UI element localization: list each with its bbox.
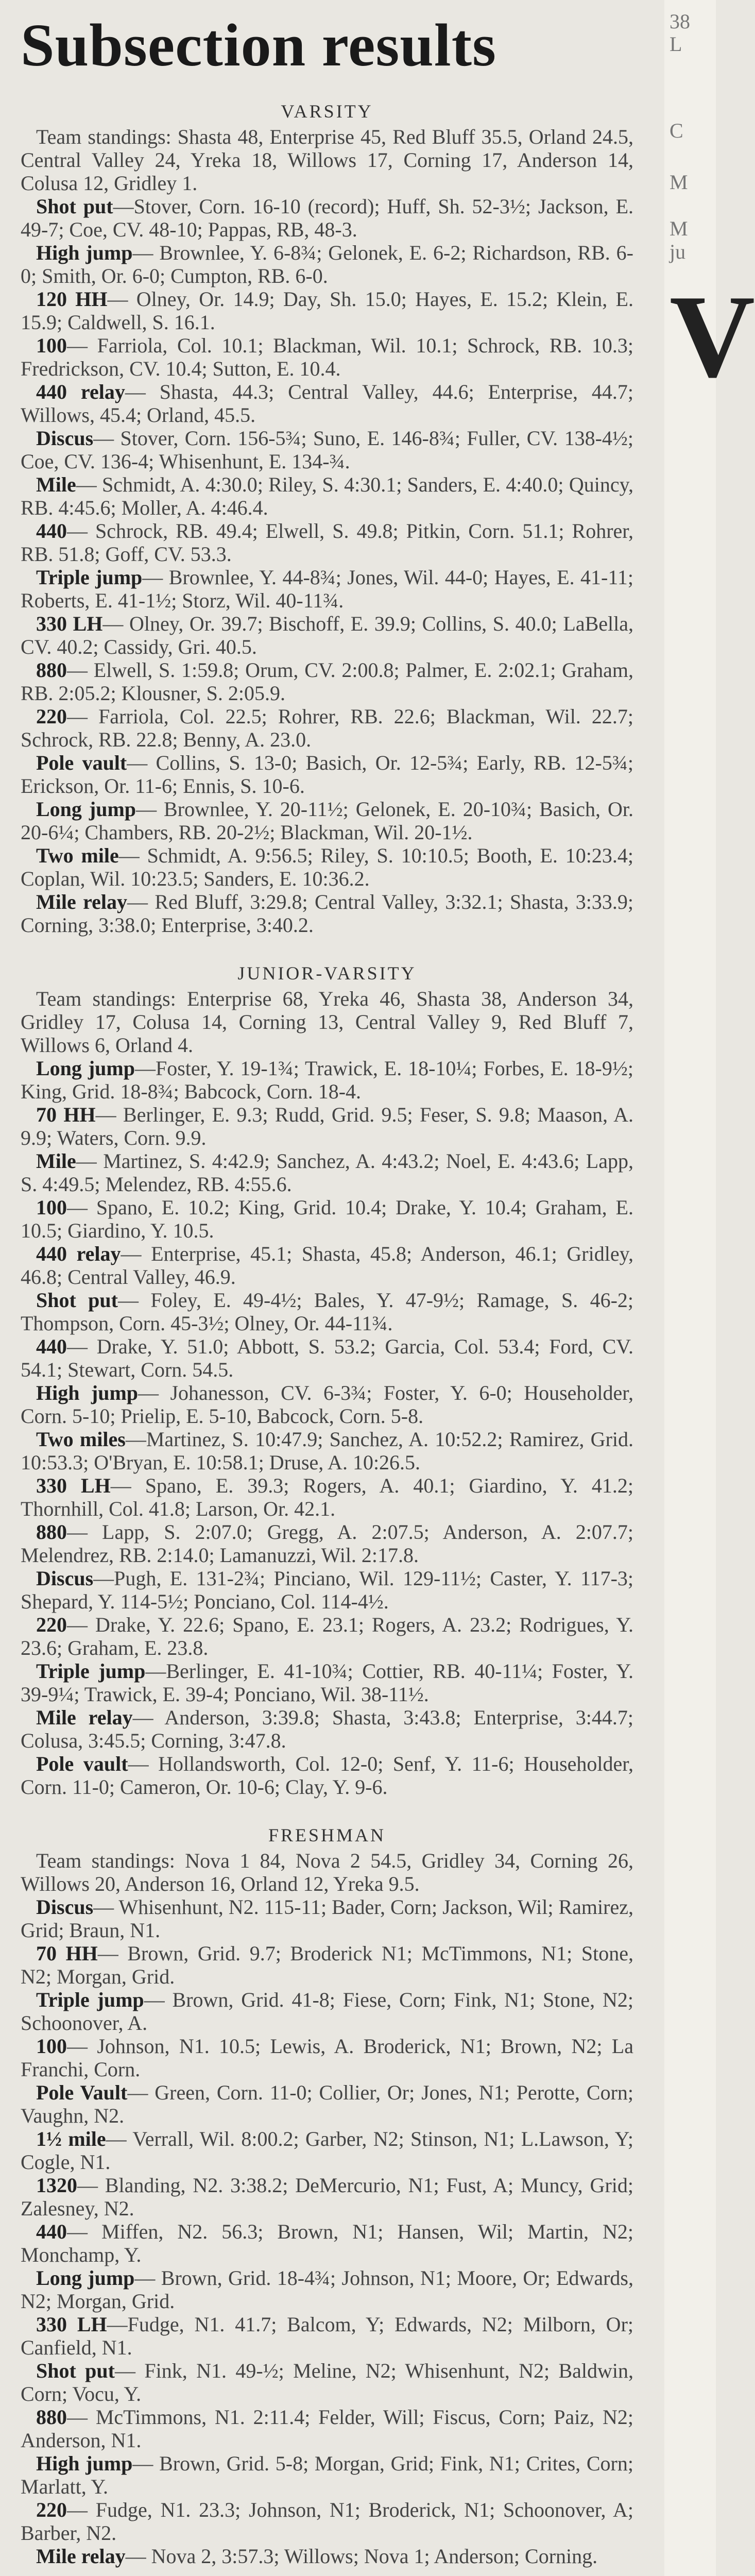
event-name: Mile relay [36,1706,133,1729]
result-text: — Brown, Grid. 41-8; Fiese, Corn; Fink, N1; Stone, N2; Schoonover, A. [21,1988,633,2035]
result-text: — Spano, E. 10.2; King, Grid. 10.4; Drake, Y. 10.4; Graham, E. 10.5; Giardino, Y. 10.5. [21,1196,633,1242]
event-result [21,1149,633,1196]
event-result [21,2127,633,2174]
event-name: Mile [36,473,76,496]
event-result [21,612,633,658]
event-result [21,1057,633,1103]
result-text: — Red Bluff, 3:29.8; Central Valley, 3:32.1; Shasta, 3:33.9; Corning, 3:38.0; Enterprise, 3:40.2. [21,890,634,937]
result-text: — Stover, Corn. 156-5¾; Suno, E. 146-8¾; Fuller, CV. 138-4½; Coe, CV. 136-4; Whisenhunt, E. 134-¾. [21,427,633,473]
event-result [21,844,633,890]
result-text: — Spano, E. 39.3; Rogers, A. 40.1; Giardino, Y. 41.2; Thornhill, Col. 41.8; Larson, Or. 42.1. [21,1474,633,1520]
event-name: Pole vault [36,751,127,774]
event-name: Mile [36,1149,76,1173]
result-text: — Brown, Grid. 9.7; Broderick N1; McTimmons, N1; Stone, N2; Morgan, Grid. [21,1942,633,1988]
result-text: — Collins, S. 13-0; Basich, Or. 12-5¾; Early, RB. 12-5¾; Erickson, Or. 11-6; Ennis, S. 10-6. [21,751,633,798]
result-text: — Elwell, S. 1:59.8; Orum, CV. 2:00.8; Palmer, E. 2:02.1; Graham, RB. 2:05.2; Klousner, S. 2:05.9. [21,658,633,705]
event-name: Long jump [36,1057,135,1080]
result-text: —Stover, Corn. 16-10 (record); Huff, Sh. 52-3½; Jackson, E. 49-7; Coe, CV. 48-10; Pappas, RB, 48-3. [21,195,634,241]
event-name: 880 [36,658,67,682]
result-text: — Drake, Y. 22.6; Spano, E. 23.1; Rogers, A. 23.2; Rodrigues, Y. 23.6; Graham, E. 23.8. [21,1613,633,1659]
result-text: — Olney, Or. 14.9; Day, Sh. 15.0; Hayes, E. 15.2; Klein, E. 15.9; Caldwell, S. 16.1. [21,287,633,334]
result-text: —Foster, Y. 19-1¾; Trawick, E. 18-10¼; Forbes, E. 18-9½; King, Grid. 18-8¾; Babcock, Corn. 18-4. [21,1057,633,1103]
event-name: Shot put [36,2359,115,2382]
result-text: — Olney, Or. 39.7; Bischoff, E. 39.9; Collins, S. 40.0; LaBella, CV. 40.2; Cassidy, Gri. 40.5. [21,612,633,658]
edge-fragment: M [670,217,688,240]
result-text: — Berlinger, E. 9.3; Rudd, Grid. 9.5; Feser, S. 9.8; Maason, A. 9.9; Waters, Corn. 9.9. [21,1103,633,1149]
event-result [21,658,633,705]
edge-fragment: M [670,171,688,194]
event-result [21,2081,633,2127]
event-result [21,798,633,844]
result-text: — Johnson, N1. 10.5; Lewis, A. Broderick, N1; Brown, N2; La Franchi, Corn. [21,2035,633,2081]
event-name: High jump [36,241,133,264]
event-result [21,1895,633,1942]
event-result [21,2359,633,2405]
event-result [21,705,633,751]
result-text: — Johanesson, CV. 6-3¾; Foster, Y. 6-0; Householder, Corn. 5-10; Prielip, E. 5-10, Babcock, Corn. 5-8. [21,1381,634,1428]
event-name: Discus [36,1567,94,1590]
event-result [21,2452,633,2498]
event-name: Shot put [36,1289,118,1312]
result-text: — Green, Corn. 11-0; Collier, Or; Jones, N1; Perotte, Corn; Vaughn, N2. [21,2081,633,2127]
event-name: 1½ mile [36,2127,106,2150]
event-name: 120 HH [36,287,108,311]
event-result [21,1242,633,1289]
team-standings [21,987,633,1057]
result-text: — Blanding, N2. 3:38.2; DeMercurio, N1; Fust, A; Muncy, Grid; Zalesney, N2. [21,2174,633,2220]
result-text: — Schrock, RB. 49.4; Elwell, S. 49.8; Pitkin, Corn. 51.1; Rohrer, RB. 51.8; Goff, CV. 53.3. [21,519,633,566]
event-name: 880 [36,2405,67,2429]
result-text: Team standings: Nova 1 84, Nova 2 54.5, Gridley 34, Corning 26, Willows 20, Anderson 16, Orland 12, Yreka 9.5. [21,1849,633,1895]
event-name: Triple jump [36,1988,144,2011]
event-name: 330 LH [36,1474,111,1497]
section-title: FRESHMAN [268,1825,386,1845]
event-result [21,1103,633,1149]
event-result [21,1381,633,1428]
event-name: 100 [36,334,67,357]
event-result [21,1567,633,1613]
edge-fragment-large-letter: V [670,270,755,402]
event-name: Discus [36,1895,94,1919]
event-name: 440 relay [36,1242,121,1265]
event-result [21,195,633,241]
event-name: Triple jump [36,1659,146,1683]
result-text: Team standings: Enterprise 68, Yreka 46, Shasta 38, Anderson 34, Gridley 17, Colusa 14, Corning 13, Central Valley 9, Red Bluff 7, Willows 6, Orland 4. [21,987,633,1057]
result-text: — Enterprise, 45.1; Shasta, 45.8; Anderson, 46.1; Gridley, 46.8; Central Valley, 46.9. [21,1242,633,1289]
result-text: — Brown, Grid. 18-4¾; Johnson, N1; Moore, Or; Edwards, N2; Morgan, Grid. [21,2266,633,2313]
event-result [21,2313,633,2359]
event-name: High jump [36,2452,133,2475]
event-name: 440 [36,519,67,543]
event-name: 220 [36,2498,67,2521]
result-text: Team standings: Shasta 48, Enterprise 45, Red Bluff 35.5, Orland 24.5, Central Valley 24, Yreka 18, Willows 17, Corning 17, Anderson 14, Colusa 12, Gridley 1. [21,125,633,195]
event-name: 70 HH [36,1942,98,1965]
event-result [21,1942,633,1988]
result-text: — Nova 2, 3:57.3; Willows; Nova 1; Anderson; Corning. [125,2545,598,2568]
result-text: — Miffen, N2. 56.3; Brown, N1; Hansen, Wil; Martin, N2; Monchamp, Y. [21,2220,633,2266]
event-name: Pole vault [36,1752,128,1775]
event-result [21,1289,633,1335]
result-text: — Brown, Grid. 5-8; Morgan, Grid; Fink, N1; Crites, Corn; Marlatt, Y. [21,2452,633,2498]
event-result [21,334,633,380]
result-text: — Brownlee, Y. 20-11½; Gelonek, E. 20-10¾; Basich, Or. 20-6¼; Chambers, RB. 20-2½; Blackman, Wil. 20-1½. [21,798,633,844]
result-text: — McTimmons, N1. 2:11.4; Felder, Will; Fiscus, Corn; Paiz, N2; Anderson, N1. [21,2405,633,2452]
event-result [21,2220,633,2266]
event-result [21,2174,633,2220]
event-result [21,427,633,473]
event-name: 70 HH [36,1103,96,1126]
section-gap [21,937,633,957]
event-result [21,1752,633,1799]
result-text: —Fudge, N1. 41.7; Balcom, Y; Edwards, N2; Milborn, Or; Canfield, N1. [21,2313,634,2359]
edge-fragment: L [670,32,682,56]
result-text: —Martinez, S. 10:47.9; Sanchez, A. 10:52.2; Ramirez, Grid. 10:53.3; O'Bryan, E. 10:58.1; Druse, A. 10:26.5. [21,1428,634,1474]
event-result [21,380,633,427]
event-result [21,473,633,519]
edge-fragment: ju [670,240,686,263]
event-result [21,2266,633,2313]
result-text: — Brownlee, Y. 6-8¾; Gelonek, E. 6-2; Richardson, RB. 6-0; Smith, Or. 6-0; Cumpton, RB. 6-0. [21,241,634,287]
result-text: —Berlinger, E. 41-10¾; Cottier, RB. 40-11¼; Foster, Y. 39-9¼; Trawick, E. 39-4; Ponciano, Wil. 38-11½. [21,1659,633,1706]
edge-fragment: C [670,119,683,142]
headline: Subsection results [21,11,496,79]
event-name: Mile relay [36,890,128,913]
result-text: — Drake, Y. 51.0; Abbott, S. 53.2; Garcia, Col. 53.4; Ford, CV. 54.1; Stewart, Corn. 54.5. [21,1335,633,1381]
result-text: — Farriola, Col. 10.1; Blackman, Wil. 10.1; Schrock, RB. 10.3; Fredrickson, CV. 10.4; Sutton, E. 10.4. [21,334,633,380]
event-name: 100 [36,2035,67,2058]
event-name: Long jump [36,2266,135,2290]
event-result [21,2405,633,2452]
event-result [21,2545,633,2568]
result-text: — Schmidt, A. 4:30.0; Riley, S. 4:30.1; Sanders, E. 4:40.0; Quincy, RB. 4:45.6; Moller, A. 4:46.4. [21,473,633,519]
event-result [21,1613,633,1659]
event-result [21,241,633,287]
event-result [21,1988,633,2035]
event-result [21,566,633,612]
result-text: — Whisenhunt, N2. 115-11; Bader, Corn; Jackson, Wil; Ramirez, Grid; Braun, N1. [21,1895,633,1942]
event-result [21,1659,633,1706]
event-result [21,1706,633,1752]
event-name: Triple jump [36,566,143,589]
result-text: — Brownlee, Y. 44-8¾; Jones, Wil. 44-0; Hayes, E. 41-11; Roberts, E. 41-1½; Storz, Wil. 40-11¾. [21,566,633,612]
results-column [21,10,633,2568]
event-result [21,2498,633,2545]
result-text: —Pugh, E. 131-2¾; Pinciano, Wil. 129-11½; Caster, Y. 117-3; Shepard, Y. 114-5½; Ponciano, Col. 114-4½. [21,1567,633,1613]
section-title: VARSITY [281,101,373,122]
result-text: — Anderson, 3:39.8; Shasta, 3:43.8; Enterprise, 3:44.7; Colusa, 3:45.5; Corning, 3:47.8. [21,1706,633,1752]
event-result [21,519,633,566]
event-name: Two miles [36,1428,126,1451]
event-result [21,2035,633,2081]
event-result [21,1335,633,1381]
result-text: — Lapp, S. 2:07.0; Gregg, A. 2:07.5; Anderson, A. 2:07.7; Melendrez, RB. 2:14.0; Lamanuzzi, Wil. 2:17.8. [21,1520,633,1567]
event-name: Shot put [36,195,113,218]
event-name: High jump [36,1381,139,1404]
event-name: Discus [36,427,94,450]
event-name: 100 [36,1196,67,1219]
event-name: 440 [36,1335,67,1358]
result-text: — Fink, N1. 49-½; Meline, N2; Whisenhunt, N2; Baldwin, Corn; Vocu, Y. [21,2359,634,2405]
result-text: — Hollandsworth, Col. 12-0; Senf, Y. 11-6; Householder, Corn. 11-0; Cameron, Or. 10-6; Clay, Y. 9-6. [21,1752,633,1799]
event-name: Pole Vault [36,2081,128,2104]
edge-fragment: 38 [670,10,690,33]
team-standings [21,125,633,195]
event-name: 1320 [36,2174,77,2197]
result-text: — Fudge, N1. 23.3; Johnson, N1; Broderick, N1; Schoonover, A; Barber, N2. [21,2498,633,2545]
section-title: JUNIOR-VARSITY [237,963,417,984]
event-result [21,1474,633,1520]
event-name: 880 [36,1520,67,1544]
event-name: 440 relay [36,380,125,403]
result-text: — Shasta, 44.3; Central Valley, 44.6; Enterprise, 44.7; Willows, 45.4; Orland, 45.5. [21,380,634,427]
event-result [21,751,633,798]
team-standings [21,1849,633,1895]
result-text: — Verrall, Wil. 8:00.2; Garber, N2; Stinson, N1; L.Lawson, Y; Cogle, N1. [21,2127,633,2174]
result-text: — Martinez, S. 4:42.9; Sanchez, A. 4:43.2; Noel, E. 4:43.6; Lapp, S. 4:49.5; Melendez, RB. 4:55.6. [21,1149,633,1196]
section-gap [21,1799,633,1819]
result-text: — Farriola, Col. 22.5; Rohrer, RB. 22.6; Blackman, Wil. 22.7; Schrock, RB. 22.8; Benny, A. 23.0. [21,705,633,751]
results-sections [21,100,633,2568]
result-text: — Foley, E. 49-4½; Bales, Y. 47-9½; Ramage, S. 46-2; Thompson, Corn. 45-3½; Olney, Or. 44-11¾. [21,1289,633,1335]
event-name: 330 LH [36,2313,107,2336]
event-result [21,890,633,937]
event-name: Long jump [36,798,136,821]
event-result [21,1428,633,1474]
event-name: Mile relay [36,2545,126,2568]
event-result [21,287,633,334]
event-name: Two mile [36,844,119,867]
event-result [21,1520,633,1567]
event-name: 220 [36,1613,67,1636]
event-name: 440 [36,2220,67,2243]
event-name: 220 [36,705,67,728]
result-text: — Schmidt, A. 9:56.5; Riley, S. 10:10.5; Booth, E. 10:23.4; Coplan, Wil. 10:23.5; Sanders, E. 10:36.2. [21,844,634,890]
event-name: 330 LH [36,612,103,635]
event-result [21,1196,633,1242]
